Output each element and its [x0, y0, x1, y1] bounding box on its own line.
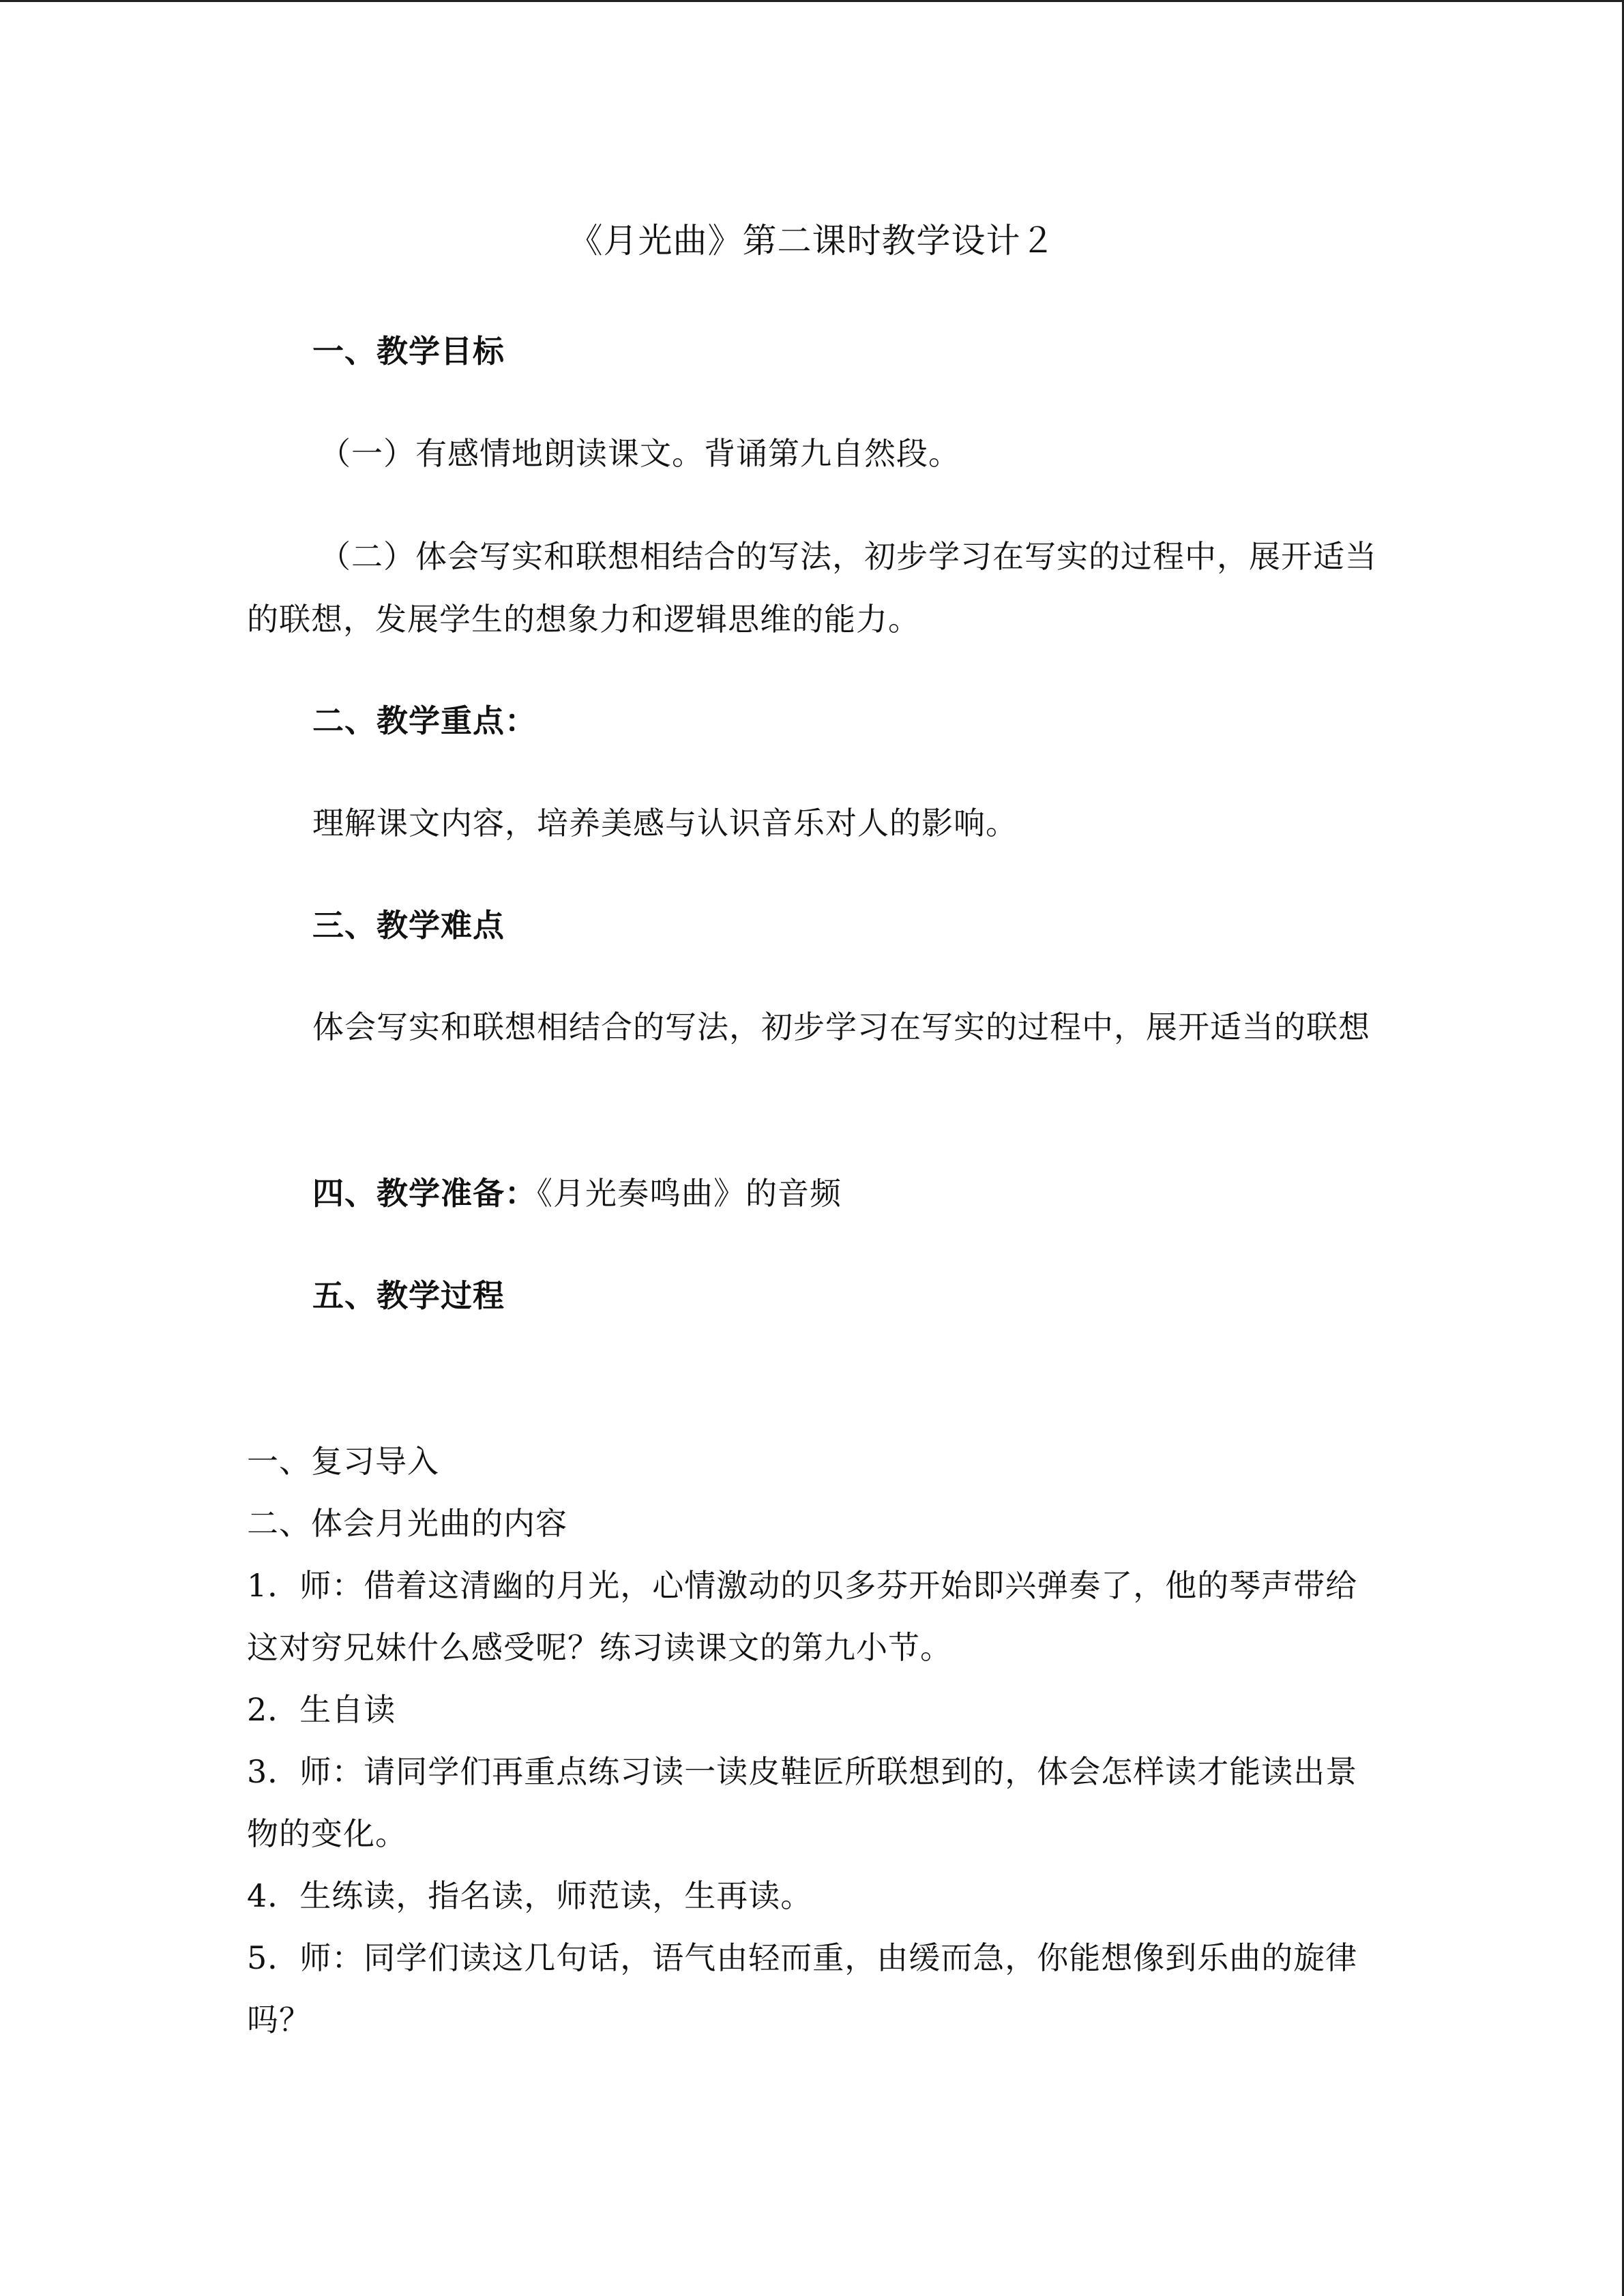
list-item: 2．生自读 [247, 1691, 396, 1728]
heading-teaching-goals: 一、教学目标 [312, 333, 505, 370]
list-item: 二、体会月光曲的内容 [247, 1505, 567, 1542]
process-list [247, 1431, 1379, 2051]
preparation-text: 《月光奏鸣曲》的音频 [537, 1175, 842, 1212]
heading-difficulties: 三、教学难点 [312, 907, 505, 944]
key-points-text: 理解课文内容，培养美感与认识音乐对人的影响。 [312, 805, 1018, 841]
goal-item-2: （二）体会写实和联想相结合的写法，初步学习在写实的过程中，展开适当的联想，发展学生的想象力和逻辑思维的能力。 [247, 538, 1377, 638]
document-title: 《月光曲》第二课时教学设计２ [568, 221, 1056, 260]
goal-item-1: （一）有感情地朗读课文。背诵第九自然段。 [319, 435, 960, 472]
heading-key-points: 二、教学重点： [312, 702, 537, 739]
heading-process: 五、教学过程 [312, 1277, 505, 1314]
list-item: 一、复习导入 [247, 1443, 439, 1480]
list-item: 5．师：同学们读这几句话，语气由轻而重，由缓而急，你能想像到乐曲的旋律吗？ [247, 1939, 1358, 2038]
difficulties-text: 体会写实和联想相结合的写法，初步学习在写实的过程中，展开适当的联想 [312, 1009, 1370, 1045]
list-item: 1．师：借着这清幽的月光，心情激动的贝多芬开始即兴弹奏了，他的琴声带给这对穷兄妹什么感受呢？练习读课文的第九小节。 [247, 1567, 1358, 1666]
list-item: 3．师：请同学们再重点练习读一读皮鞋匠所联想到的，体会怎样读才能读出景物的变化。 [247, 1753, 1358, 1852]
list-item: 4．生练读，指名读，师范读，生再读。 [247, 1877, 813, 1914]
page-border-top [0, 0, 1624, 2]
heading-preparation: 四、教学准备： [312, 1175, 537, 1212]
preparation-line [247, 1161, 1379, 1225]
